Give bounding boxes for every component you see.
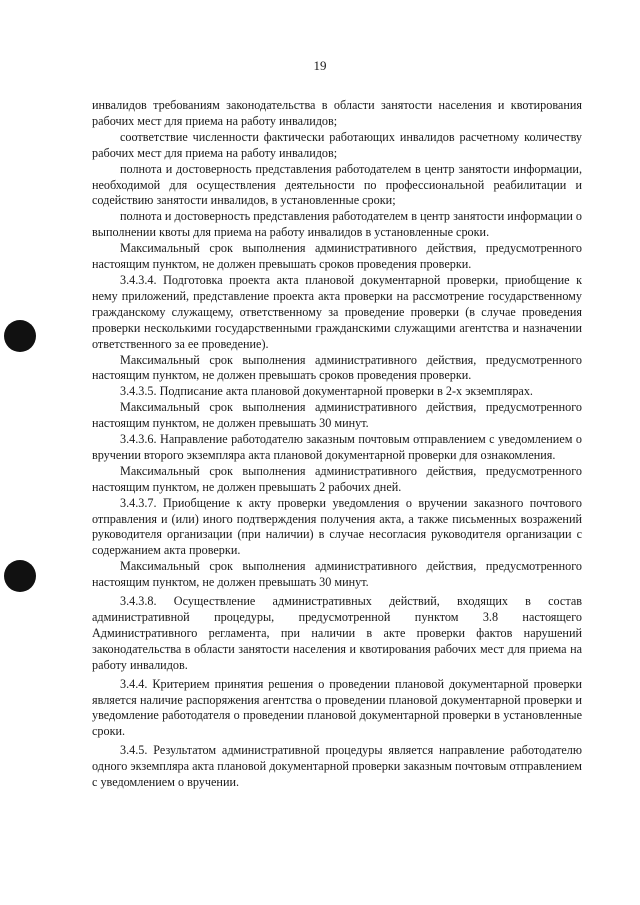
paragraph: соответствие численности фактически работающих инвалидов расчетному количеству рабочих мест для приема на работу инвалидов; <box>92 129 582 160</box>
punch-hole-mark <box>4 560 36 592</box>
paragraph: 3.4.5. Результатом административной процедуры является направление работодателю одного экземпляра акта плановой документарной проверки заказным почтовым отправлением с уведомлением о вручении. <box>92 743 582 790</box>
paragraph: Максимальный срок выполнения административного действия, предусмотренного настоящим пунктом, не должен превышать 2 рабочих дней. <box>92 463 582 494</box>
paragraph: инвалидов требованиям законодательства в области занятости населения и квотирования рабочих мест для приема на работу инвалидов; <box>92 98 582 128</box>
paragraph: Максимальный срок выполнения административного действия, предусмотренного настоящим пунктом, не должен превышать 30 минут. <box>92 400 582 431</box>
paragraph: 3.4.3.6. Направление работодателю заказным почтовым отправлением с уведомлением о вручении второго экземпляра акта плановой документарной проверки для ознакомления. <box>92 432 582 462</box>
paragraph: Максимальный срок выполнения административного действия, предусмотренного настоящим пунктом, не должен превышать сроков проведения проверки. <box>92 352 582 383</box>
paragraph: 3.4.3.8. Осуществление административных действий, входящих в состав административной процедуры, предусмотренной пунктом 3.8 настоящего Административного регламента, при наличии в акте проверки фактов нарушений законодательства в области занятости населения и квотирования рабочих мест для приема на работу инвалидов. <box>92 594 582 672</box>
paragraph: 3.4.3.4. Подготовка проекта акта плановой документарной проверки, приобщение к нему приложений, представление проекта акта проверки на рассмотрение государственному гражданскому служащему, ответственному за проведение проверки (в случае проведения проверки несколькими государственными гражданскими служащими агентства и назначении ответственного за ее проведение). <box>92 272 582 351</box>
paragraph: 3.4.3.7. Приобщение к акту проверки уведомления о вручении заказного почтового отправления и (или) иного подтверждения получения акта, а также письменных возражений руководителя организации (при наличии) в случае несогласия руководителя организации с содержанием акта проверки. <box>92 495 582 558</box>
paragraph: Максимальный срок выполнения административного действия, предусмотренного настоящим пунктом, не должен превышать сроков проведения проверки. <box>92 241 582 272</box>
paragraph: полнота и достоверность представления работодателем в центр занятости информации о выполнении квоты для приема на работу инвалидов в установленные сроки. <box>92 209 582 240</box>
document-body <box>92 98 582 791</box>
paragraph: 3.4.4. Критерием принятия решения о проведении плановой документарной проверки является наличие распоряжения агентства о проведении плановой документарной проверки и уведомление работодателя о проведении плановой документарной проверки в установленные сроки. <box>92 676 582 739</box>
paragraph: полнота и достоверность представления работодателем в центр занятости информации, необходимой для осуществления деятельности по профессиональной реабилитации и содействию занятости инвалидов, в установленные сроки; <box>92 161 582 208</box>
page-number: 19 <box>313 58 327 73</box>
paragraph: 3.4.3.5. Подписание акта плановой документарной проверки в 2-х экземплярах. <box>120 384 533 399</box>
punch-hole-mark <box>4 320 36 352</box>
paragraph: Максимальный срок выполнения административного действия, предусмотренного настоящим пунктом, не должен превышать 30 минут. <box>92 559 582 590</box>
